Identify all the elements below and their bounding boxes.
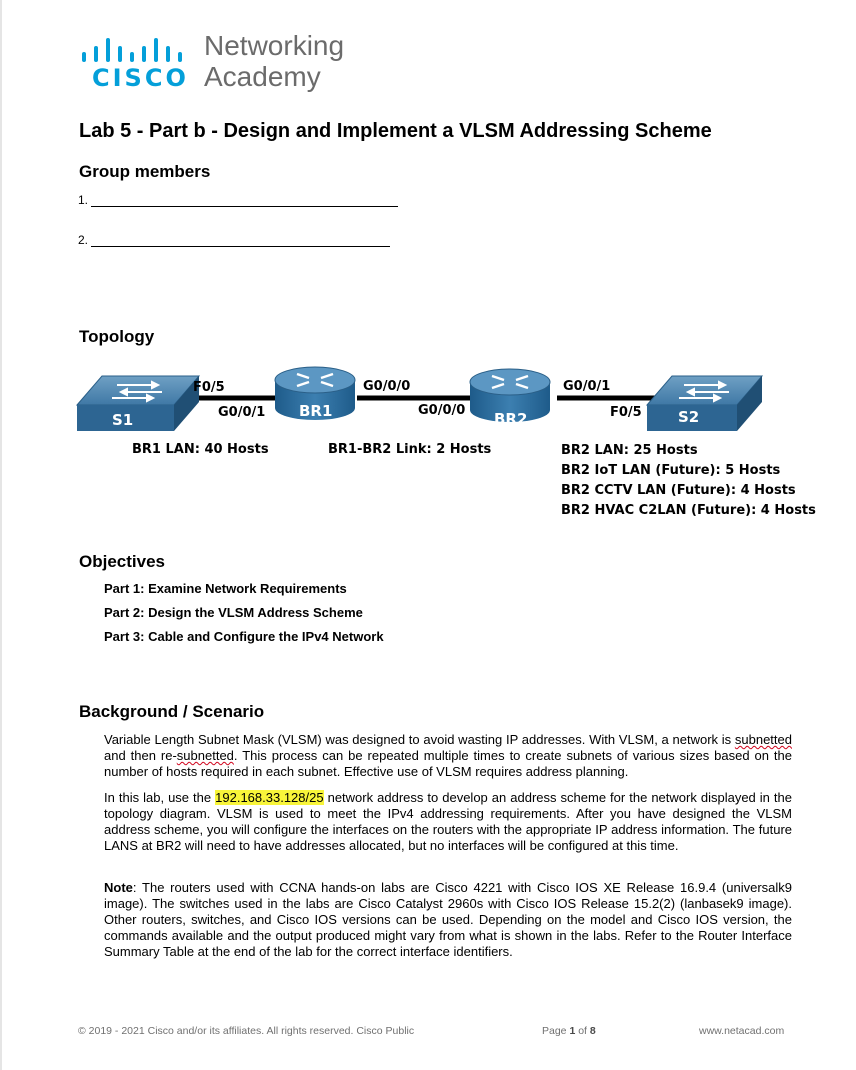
br2-lan-caption: BR2 LAN: 25 Hosts (561, 443, 698, 458)
br1-left-port-label: G0/0/1 (218, 405, 266, 420)
page-title: Lab 5 - Part b - Design and Implement a VLSM Addressing Scheme (79, 120, 712, 142)
br1-label: BR1 (299, 402, 333, 420)
br2-hvac-caption: BR2 HVAC C2LAN (Future): 4 Hosts (561, 503, 816, 518)
group-member-2 (78, 233, 390, 247)
topology-heading: Topology (79, 327, 155, 346)
background-heading: Background / Scenario (79, 702, 265, 721)
switch-s2-icon (647, 376, 762, 431)
footer-netacad-link[interactable]: www.netacad.com (699, 1025, 785, 1037)
footer-page-number: Page 1 of 8 (542, 1025, 596, 1037)
objective-part-2: Part 2: Design the VLSM Address Scheme (104, 605, 363, 620)
footer-copyright: © 2019 - 2021 Cisco and/or its affiliates. All rights reserved. Cisco Public (78, 1025, 415, 1037)
logo-academy: Academy (204, 61, 321, 92)
br1-br2-link-caption: BR1-BR2 Link: 2 Hosts (328, 442, 492, 457)
br2-right-port-label: G0/0/1 (563, 379, 611, 394)
br1-lan-caption: BR1 LAN: 40 Hosts (132, 442, 269, 457)
br2-iot-caption: BR2 IoT LAN (Future): 5 Hosts (561, 463, 781, 478)
group-members-heading: Group members (79, 162, 211, 181)
background-paragraph-1: Variable Length Subnet Mask (VLSM) was designed to avoid wasting IP addresses. With VLSM, a network is subnetted and then re-subnetted. This process can be repeated multiple times to create subnets of various sizes based on the number of hosts required in each subnet. Effective use of VLSM requires address planning. (104, 732, 792, 779)
spellcheck-word: subnetted (734, 732, 792, 747)
br2-cctv-caption: BR2 CCTV LAN (Future): 4 Hosts (561, 483, 796, 498)
note-label: Note (104, 880, 133, 895)
highlighted-network-address: 192.168.33.128/25 (215, 790, 324, 805)
s2-label: S2 (678, 408, 700, 426)
br2-label: BR2 (494, 410, 528, 428)
member-number: 2. (78, 233, 89, 247)
cisco-wordmark: CISCO (92, 64, 189, 92)
s1-label: S1 (112, 411, 134, 429)
topology-diagram (72, 358, 832, 533)
objective-part-1: Part 1: Examine Network Requirements (104, 581, 347, 596)
s2-port-label: F0/5 (610, 405, 642, 420)
group-member-1 (78, 193, 398, 207)
background-paragraph-2: In this lab, use the 192.168.33.128/25 network address to develop an address scheme for the network displayed in the topology diagram. VLSM is used to meet the IPv4 addressing requirements. After you have designed the VLSM address scheme, you will configure the interfaces on the routers with the appropriate IP address information. The future LANS at BR2 will need to have addresses allocated, but no interfaces will be configured at this time. (104, 790, 792, 853)
background-note: Note: The routers used with CCNA hands-on labs are Cisco 4221 with Cisco IOS XE Release 16.9.4 (universalk9 image). The switches used in the labs are Cisco Catalyst 2960s with Cisco IOS Release 15.2(2) (lanbasek9 image). Other routers, switches, and Cisco IOS versions can be used. Depending on the model and Cisco IOS version, the commands available and the output produced might vary from what is shown in the labs. Refer to the Router Interface Summary Table at the end of the lab for the correct interface identifiers. (104, 880, 792, 959)
member-2-blank-line[interactable] (91, 234, 390, 247)
switch-s1-icon (77, 376, 199, 431)
br1-right-port-label: G0/0/0 (363, 379, 411, 394)
logo-networking: Networking (204, 30, 345, 61)
cisco-bars-icon (80, 36, 198, 66)
member-1-blank-line[interactable] (91, 194, 398, 207)
cisco-networking-academy-logo (80, 30, 400, 94)
objective-part-3: Part 3: Cable and Configure the IPv4 Network (104, 629, 384, 644)
member-number: 1. (78, 193, 89, 207)
spellcheck-word: subnetted (176, 748, 234, 763)
s1-port-label: F0/5 (193, 380, 225, 395)
br2-left-port-label: G0/0/0 (418, 403, 466, 418)
objectives-heading: Objectives (79, 552, 165, 571)
